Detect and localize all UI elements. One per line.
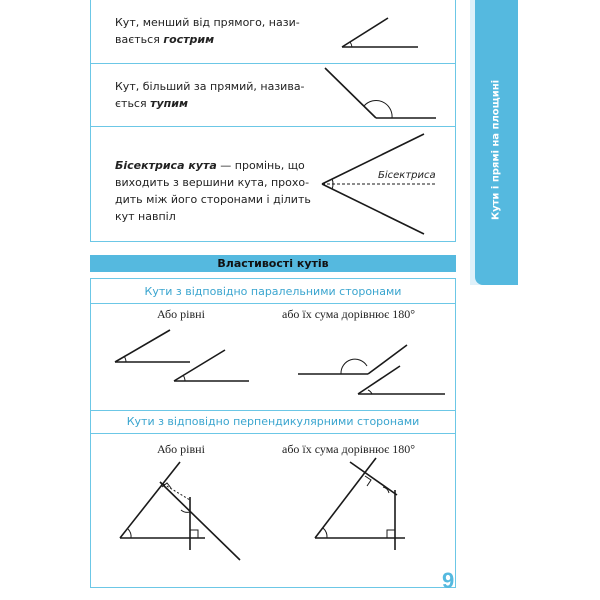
term-obtuse: тупим [150,97,188,110]
definition-acute-text: Кут, менший від прямого, нази-вається [115,16,300,46]
perp-equal-arc-1 [128,529,131,538]
perpendicular-sides-title: Кути з відповідно перпендикулярними сторонами [91,410,455,434]
perp-sum-top [350,462,397,495]
parallel-equal-arc-1 [124,356,126,362]
sidebar-title: Кути і прямі на площині [490,79,502,221]
perp-sum-arc-1 [323,528,327,538]
obtuse-angle-diagram [325,68,436,118]
parallel-equal-side-1 [115,330,170,362]
bisector-diagram [322,134,437,234]
properties-header: Властивості кутів [90,255,456,272]
perp-equal-side [120,462,180,538]
bisector-lower-side [322,184,424,234]
definition-bisector-text: — промінь, що виходить з вершини кута, прохо-дить між його сторонами і ділить кут навпіл [115,159,311,223]
perp-equal-right-angle [190,530,198,538]
parallel-sum-arc-1 [341,359,367,374]
parallel-equal-side-2 [174,350,225,381]
acute-angle-side [342,18,388,47]
bisector-arc-lower [332,184,333,189]
parallel-equal-arc-2 [183,375,185,381]
obtuse-angle-side [325,68,376,118]
definition-obtuse-text: Кут, більший за прямий, назива-ється [115,80,305,110]
parallel-sum-side-lower [358,366,400,394]
bisector-label: Бісектриса [378,170,436,181]
bisector-arc-upper [332,179,333,184]
perpendicular-equal-label: Або рівні [157,442,205,456]
parallel-sum-label: або їх сума дорівнює 180° [282,307,416,321]
parallel-sides-title: Кути з відповідно паралельними сторонами [91,281,455,304]
perp-equal-slant [160,482,240,560]
parallel-sum-side-upper [368,345,407,374]
parallel-equal-diagram [115,330,249,381]
perpendicular-sum-label: або їх сума дорівнює 180° [282,442,416,456]
parallel-equal-label: Або рівні [157,307,205,321]
perpendicular-sum-diagram [315,458,405,550]
term-acute: гострим [163,33,215,46]
perp-sum-side [315,458,376,538]
perp-sum-right-angle-2 [387,530,395,538]
term-bisector: Бісектриса кута [115,159,217,172]
parallel-sum-diagram [298,345,445,394]
page-number: 9 [442,568,455,593]
acute-angle-diagram [342,18,418,47]
perp-sum-right-angle-1 [365,476,371,486]
perpendicular-equal-diagram [120,462,240,560]
